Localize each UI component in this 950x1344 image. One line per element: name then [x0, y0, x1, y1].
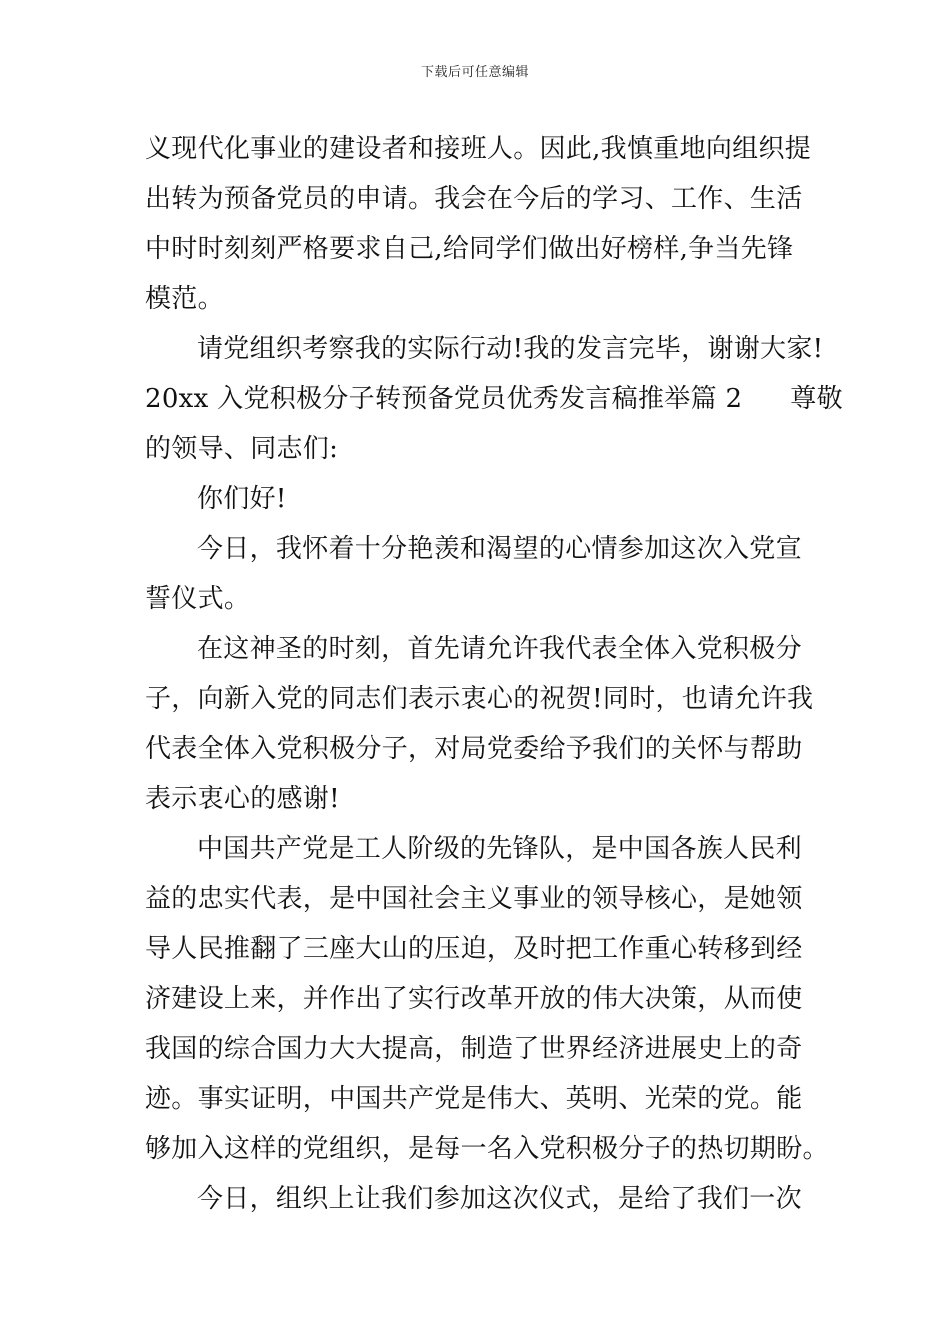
text-line: 模范。: [145, 284, 224, 314]
text-line: 今日，我怀着十分艳羡和渴望的心情参加这次入党宣: [197, 534, 802, 564]
text-line: 代表全体入党积极分子，对局党委给予我们的关怀与帮助: [145, 734, 803, 764]
text-line: 中国共产党是工人阶级的先锋队，是中国各族人民利: [197, 834, 802, 864]
text-line: 请党组织考察我的实际行动!我的发言完毕，谢谢大家!: [197, 334, 824, 364]
text-line: 益的忠实代表，是中国社会主义事业的领导核心，是她领: [145, 884, 803, 914]
text-line: 导人民推翻了三座大山的压迫，及时把工作重心转移到经: [145, 934, 803, 964]
text-line: 的领导、同志们:: [145, 434, 339, 464]
header-note: 下载后可任意编辑: [420, 65, 529, 80]
text-line: 济建设上来，并作出了实行改革开放的伟大决策，从而使: [145, 984, 803, 1014]
section-title: 20xx 入党积极分子转预备党员优秀发言稿推举篇 2: [145, 384, 743, 414]
text-line: 你们好!: [197, 484, 287, 514]
section-title-line: [145, 374, 843, 424]
document-body: [145, 124, 843, 1224]
text-line: 子，向新入党的同志们表示衷心的祝贺!同时，也请允许我: [145, 684, 814, 714]
text-line: 今日，组织上让我们参加这次仪式，是给了我们一次: [197, 1184, 802, 1214]
text-line: 出转为预备党员的申请。我会在今后的学习、工作、生活: [145, 184, 803, 214]
text-line: 迹。事实证明，中国共产党是伟大、英明、光荣的党。能: [145, 1084, 803, 1114]
salutation-start: 尊敬: [790, 384, 843, 414]
text-line: 我国的综合国力大大提高，制造了世界经济进展史上的奇: [145, 1034, 803, 1064]
text-line: 表示衷心的感谢!: [145, 784, 340, 814]
text-line: 义现代化事业的建设者和接班人。因此,我慎重地向组织提: [145, 134, 812, 164]
text-line: 中时时刻刻严格要求自己,给同学们做出好榜样,争当先锋: [145, 234, 794, 264]
text-line: 誓仪式。: [145, 584, 251, 614]
text-line: 在这神圣的时刻，首先请允许我代表全体入党积极分: [197, 634, 802, 664]
text-line: 够加入这样的党组织，是每一名入党积极分子的热切期盼。: [145, 1134, 829, 1164]
